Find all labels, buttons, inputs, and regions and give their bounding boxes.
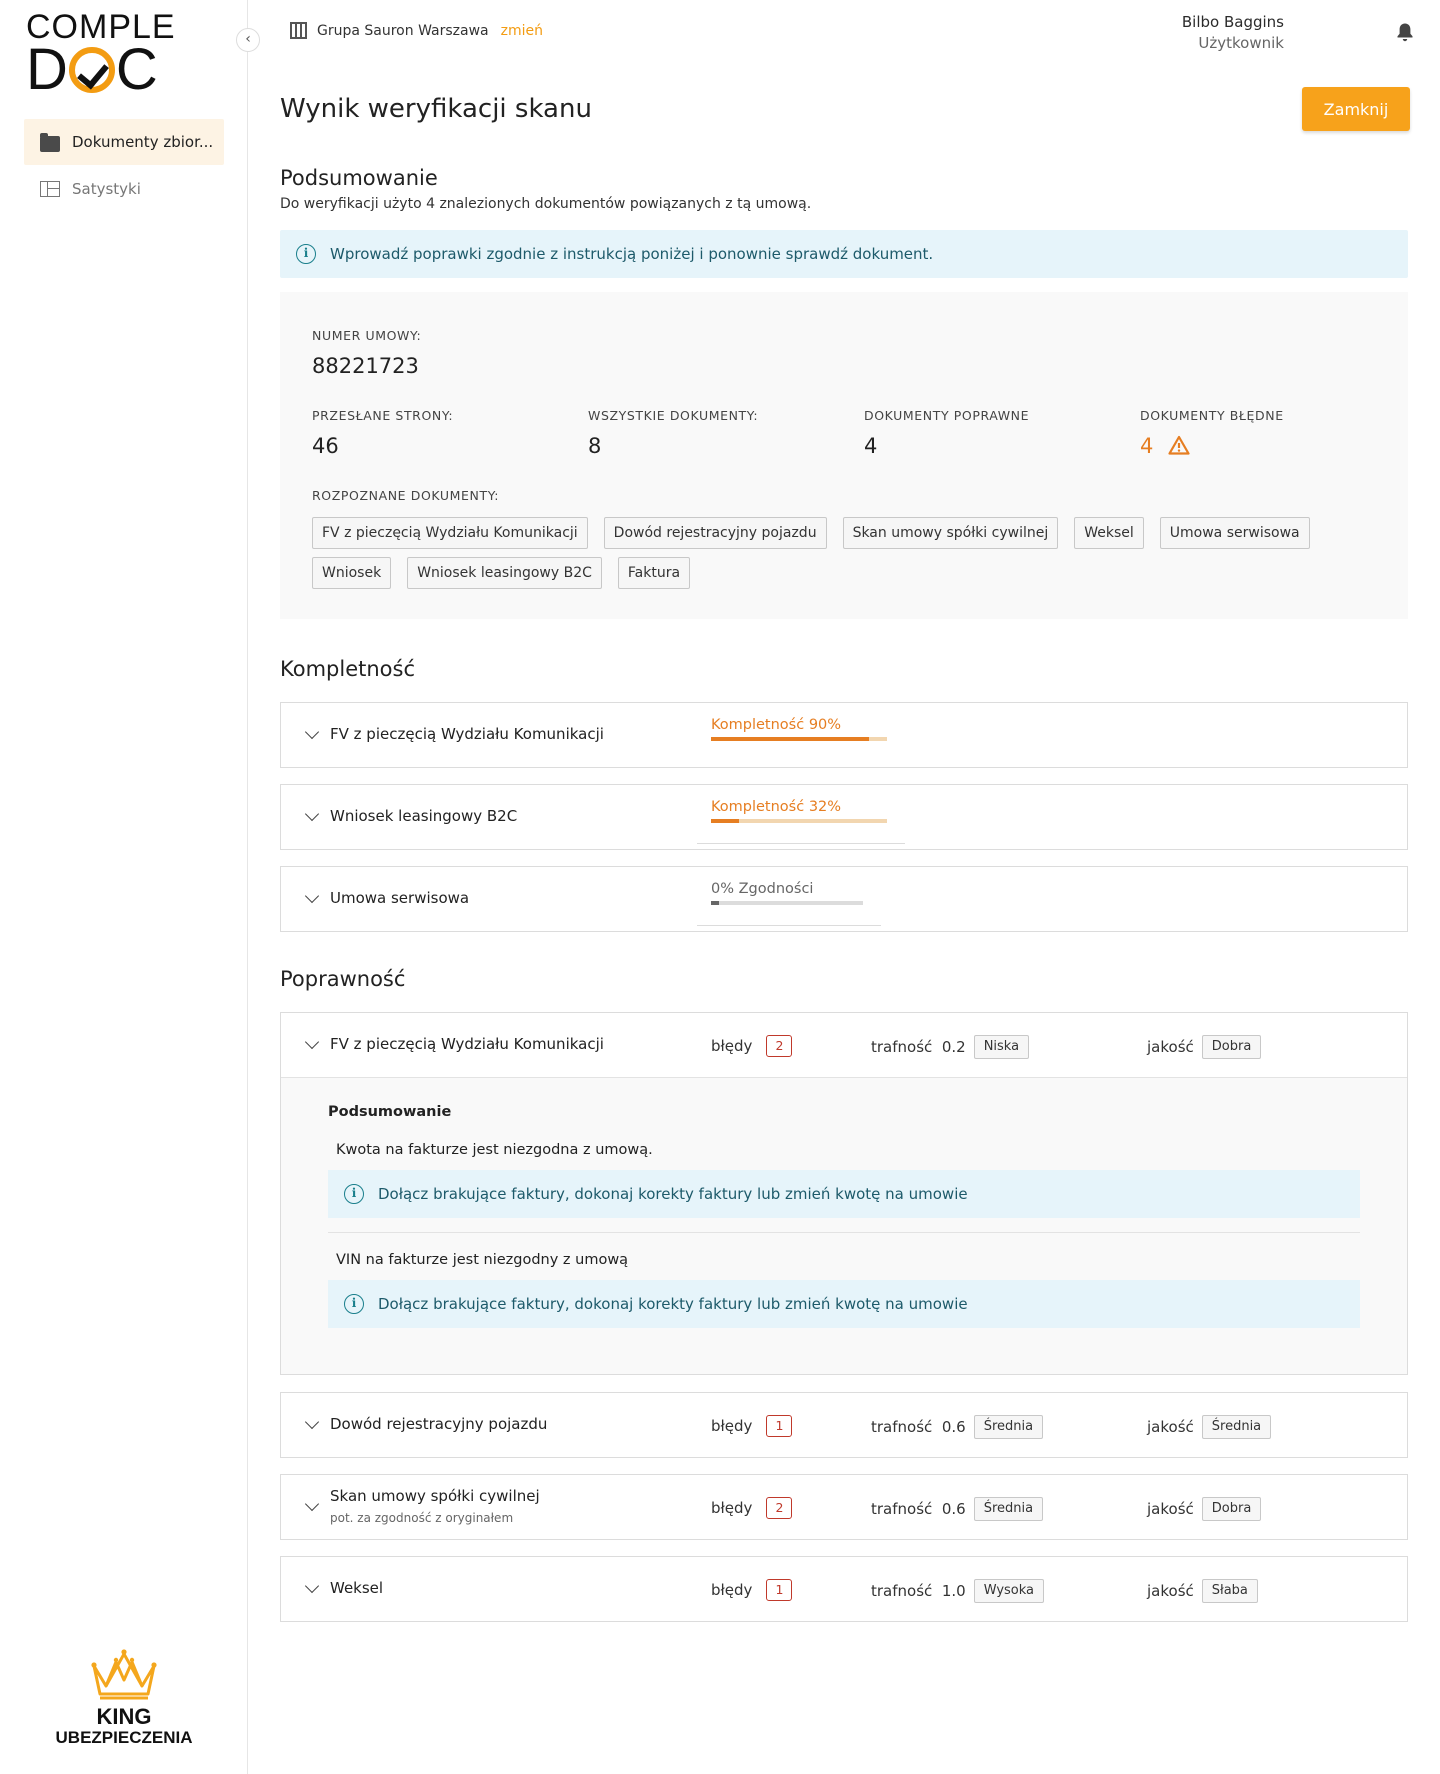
- sidebar: [0, 0, 248, 1774]
- progress-bar: [711, 737, 887, 741]
- error-docs-label: DOKUMENTY BŁĘDNE: [1140, 408, 1284, 423]
- quality-tag: Średnia: [1202, 1415, 1271, 1439]
- correctness-heading: Poprawność: [280, 967, 406, 991]
- info-banner: [280, 230, 1408, 278]
- document-name: FV z pieczęcią Wydziału Komunikacji: [330, 1035, 604, 1053]
- completeness-progress: [711, 717, 887, 741]
- king-ubezpieczenia-logo: [54, 1646, 194, 1748]
- accuracy-tag: Wysoka: [974, 1579, 1044, 1603]
- contract-number-value: 88221723: [312, 354, 419, 378]
- compliance-progress: [711, 881, 863, 905]
- correctness-row[interactable]: [280, 1556, 1408, 1622]
- all-docs-label: WSZYSTKIE DOKUMENTY:: [588, 408, 759, 423]
- warning-icon: [1168, 435, 1190, 455]
- user-name: Bilbo Baggins: [1181, 13, 1284, 31]
- accuracy-stat: trafność 0.2 Niska: [871, 1035, 1029, 1059]
- progress-fill: [711, 819, 739, 823]
- sidebar-item-label: Dokumenty zbior...: [72, 133, 214, 151]
- folder-icon: [40, 136, 60, 152]
- partner-subtitle: UBEZPIECZENIA: [55, 1728, 193, 1747]
- quality-stat: jakość Dobra: [1147, 1497, 1261, 1521]
- document-chip: Wniosek: [312, 557, 391, 589]
- document-chip: FV z pieczęcią Wydziału Komunikacji: [312, 517, 588, 549]
- errors-badge: 2: [766, 1035, 792, 1057]
- document-name: Dowód rejestracyjny pojazdu: [330, 1415, 548, 1433]
- error-docs-value: 4: [1140, 434, 1190, 458]
- quality-tag: Dobra: [1202, 1497, 1262, 1521]
- collapse-sidebar-button[interactable]: [236, 28, 260, 52]
- issue-hint-text: Dołącz brakujące faktury, dokonaj korekty faktury lub zmień kwotę na umowie: [378, 1295, 968, 1313]
- recognized-documents: [312, 517, 1372, 589]
- issue-hint-text: Dołącz brakujące faktury, dokonaj korekty faktury lub zmień kwotę na umowie: [378, 1185, 968, 1203]
- page-title: Wynik weryfikacji skanu: [280, 94, 592, 124]
- correct-docs-value: 4: [864, 434, 878, 458]
- document-chip: Wniosek leasingowy B2C: [407, 557, 602, 589]
- chevron-down-icon[interactable]: [305, 1579, 319, 1593]
- correctness-row[interactable]: [280, 1012, 1408, 1375]
- quality-tag: Dobra: [1202, 1035, 1262, 1059]
- chevron-down-icon[interactable]: [305, 1497, 319, 1511]
- summary-card: [280, 292, 1408, 619]
- progress-bar: [711, 819, 887, 823]
- accuracy-stat: trafność 0.6 Średnia: [871, 1415, 1043, 1439]
- complete-doc-logo[interactable]: [26, 8, 176, 102]
- errors-badge: 1: [766, 1579, 792, 1601]
- errors-stat: błędy 1: [711, 1579, 792, 1601]
- info-text: Wprowadź poprawki zgodnie z instrukcją poniżej i ponownie sprawdź dokument.: [330, 245, 934, 263]
- errors-badge: 2: [766, 1497, 792, 1519]
- grid-icon: [40, 181, 60, 197]
- logo-text-bottom: D C: [26, 37, 158, 102]
- quality-tag: Słaba: [1202, 1579, 1258, 1603]
- progress-label: Kompletność 32%: [711, 799, 842, 815]
- progress-label: 0% Zgodności: [711, 881, 814, 897]
- organization-switcher: [290, 22, 543, 39]
- errors-stat: błędy 1: [711, 1415, 792, 1437]
- document-name: Weksel: [330, 1579, 384, 1597]
- accuracy-tag: Niska: [974, 1035, 1029, 1059]
- completeness-row[interactable]: [280, 784, 1408, 850]
- sidebar-item-statistics[interactable]: [24, 166, 224, 212]
- quality-stat: jakość Dobra: [1147, 1035, 1261, 1059]
- correctness-row[interactable]: [280, 1474, 1408, 1540]
- quality-stat: jakość Średnia: [1147, 1415, 1271, 1439]
- accuracy-tag: Średnia: [974, 1497, 1043, 1521]
- document-name: Umowa serwisowa: [330, 889, 470, 907]
- user-role: Użytkownik: [1198, 34, 1284, 52]
- document-name: FV z pieczęcią Wydziału Komunikacji: [330, 725, 604, 743]
- progress-fill: [711, 901, 719, 905]
- check-circle-icon: [69, 47, 115, 93]
- chevron-down-icon[interactable]: [305, 725, 319, 739]
- contract-number-label: NUMER UMOWY:: [312, 328, 422, 343]
- progress-fill: [711, 737, 869, 741]
- issue-text: Kwota na fakturze jest niezgodna z umową.: [336, 1142, 653, 1158]
- issue-hint: [328, 1280, 1360, 1328]
- progress-bar: [711, 901, 863, 905]
- close-button[interactable]: Zamknij: [1302, 87, 1410, 131]
- pages-label: PRZESŁANE STRONY:: [312, 408, 454, 423]
- chevron-down-icon[interactable]: [305, 1415, 319, 1429]
- recognized-label: ROZPOZNANE DOKUMENTY:: [312, 488, 500, 503]
- summary-subtitle: Do weryfikacji użyto 4 znalezionych dokumentów powiązanych z tą umową.: [280, 196, 812, 212]
- completeness-progress: [711, 799, 887, 823]
- chevron-down-icon[interactable]: [305, 889, 319, 903]
- logo-text-top: COMPLE: [26, 8, 176, 46]
- divider: [697, 925, 881, 926]
- sidebar-item-documents[interactable]: [24, 119, 224, 165]
- divider: [328, 1232, 1360, 1233]
- document-name: Skan umowy spółki cywilnej: [330, 1487, 540, 1505]
- chevron-down-icon[interactable]: [305, 807, 319, 821]
- building-icon: [290, 22, 307, 39]
- user-info[interactable]: [1182, 12, 1284, 54]
- partner-name: KING: [96, 1704, 152, 1729]
- issue-hint: [328, 1170, 1360, 1218]
- quality-stat: jakość Słaba: [1147, 1579, 1258, 1603]
- detail-title: Podsumowanie: [328, 1104, 452, 1120]
- chevron-down-icon[interactable]: [305, 1035, 319, 1049]
- document-chip: Umowa serwisowa: [1160, 517, 1310, 549]
- pages-value: 46: [312, 434, 339, 458]
- sidebar-item-label: Satystyki: [72, 180, 141, 198]
- issue-text: VIN na fakturze jest niezgodny z umową: [336, 1252, 629, 1268]
- document-name: Wniosek leasingowy B2C: [330, 807, 518, 825]
- change-organization-link[interactable]: zmień: [500, 22, 543, 39]
- divider: [697, 843, 905, 844]
- crown-icon: [86, 1646, 162, 1702]
- topbar: [248, 0, 1440, 66]
- accuracy-stat: trafność 0.6 Średnia: [871, 1497, 1043, 1521]
- all-docs-value: 8: [588, 434, 602, 458]
- correctness-row[interactable]: [280, 1392, 1408, 1458]
- correct-docs-label: DOKUMENTY POPRAWNE: [864, 408, 1030, 423]
- info-icon: i: [296, 244, 316, 264]
- summary-heading: Podsumowanie: [280, 166, 438, 190]
- document-chip: Weksel: [1074, 517, 1144, 549]
- document-note: pot. za zgodność z oryginałem: [330, 1511, 514, 1525]
- organization-name: Grupa Sauron Warszawa: [317, 22, 489, 39]
- document-chip: Faktura: [618, 557, 690, 589]
- document-chip: Dowód rejestracyjny pojazdu: [604, 517, 827, 549]
- info-icon: i: [344, 1294, 364, 1314]
- info-icon: i: [344, 1184, 364, 1204]
- completeness-heading: Kompletność: [280, 657, 415, 681]
- errors-badge: 1: [766, 1415, 792, 1437]
- document-chip: Skan umowy spółki cywilnej: [843, 517, 1059, 549]
- completeness-row[interactable]: [280, 866, 1408, 932]
- accuracy-stat: trafność 1.0 Wysoka: [871, 1579, 1044, 1603]
- chevron-left-icon: ‹: [245, 31, 251, 47]
- errors-stat: błędy 2: [711, 1035, 792, 1057]
- row-detail-panel: [281, 1077, 1407, 1374]
- completeness-row[interactable]: [280, 702, 1408, 768]
- errors-stat: błędy 2: [711, 1497, 792, 1519]
- bell-icon[interactable]: [1396, 22, 1414, 42]
- accuracy-tag: Średnia: [974, 1415, 1043, 1439]
- progress-label: Kompletność 90%: [711, 717, 842, 733]
